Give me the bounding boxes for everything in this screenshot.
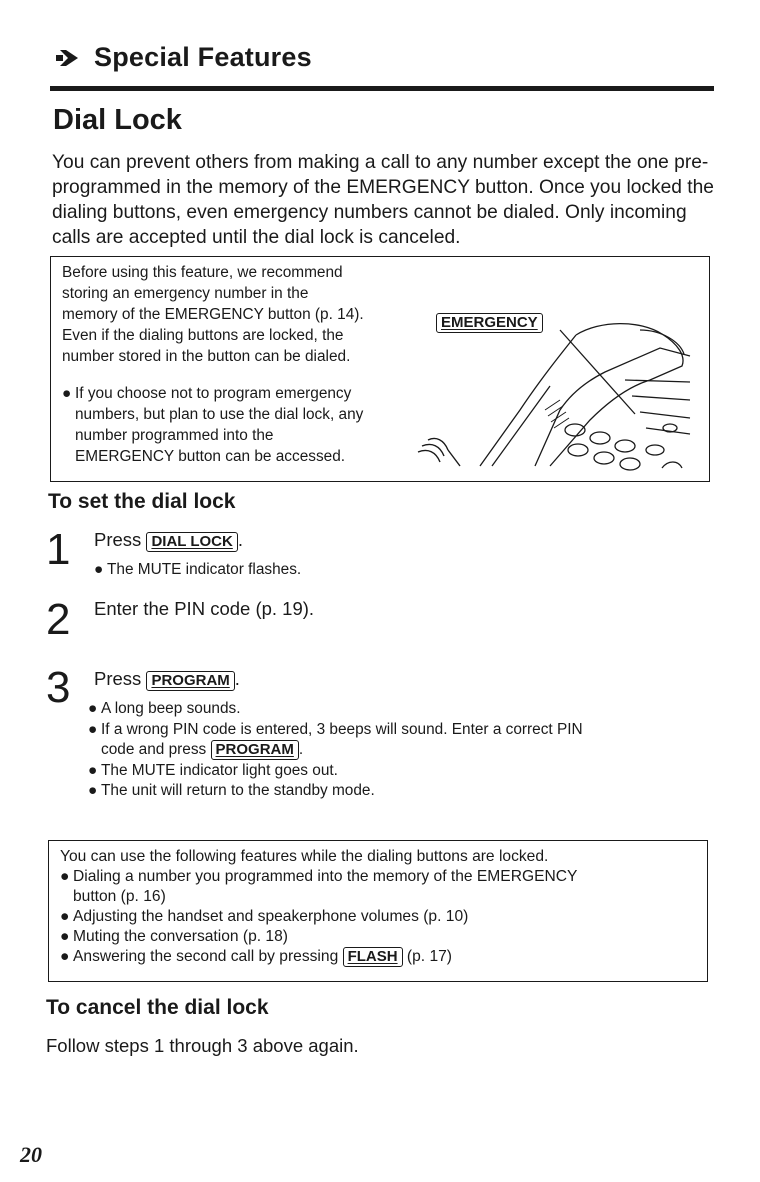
cancel-instructions: Follow steps 1 through 3 above again. (46, 1035, 359, 1056)
flash-key: FLASH (343, 947, 403, 967)
page-title: Dial Lock (53, 104, 182, 136)
program-key: PROGRAM (211, 740, 299, 760)
set-dial-lock-heading: To set the dial lock (48, 490, 236, 513)
section-header (56, 42, 312, 73)
tip-text: Before using this feature, we recommend storing an emergency number in the memory of the EMERGENCY button (p. 14). Even if the dialing buttons are locked, the number stored in the button can be dialed. (62, 264, 364, 365)
step-3-text: Press PROGRAM . (94, 668, 240, 689)
step-number: 2 (46, 595, 71, 644)
intro-paragraph: You can prevent others from making a call to any number except the one pre-programmed in the memory of the EMERGENCY button. Once you locked the dialing buttons, even emergency numbers cannot be dialed. Only incoming calls are accepted until the dial lock is canceled. (52, 152, 714, 248)
arrow-right-icon (56, 45, 82, 71)
cancel-dial-lock-heading: To cancel the dial lock (46, 996, 269, 1019)
step-1-text: Press DIAL LOCK . (94, 529, 243, 550)
dial-lock-key: DIAL LOCK (146, 532, 237, 552)
header-rule (50, 86, 714, 91)
step-2-text: Enter the PIN code (p. 19). (94, 598, 315, 619)
note-content: You can use the following features while the dialing buttons are locked. ● Dialing a number you programmed into the memory of the EMERGENCY button (p. 16) ● Adjusting the handset and speakerphone volumes (p. 10) ● Muting the conversation (p. 18) ● Answering the second call by pressing FLASH (p. 17) (60, 848, 578, 965)
step-number: 1 (46, 525, 71, 574)
step-1-bullets: ● The MUTE indicator flashes. (94, 561, 302, 578)
tip-bullet: ● If you choose not to program emergency numbers, but plan to use the dial lock, any number programmed into the EMERGENCY button can be accessed. (62, 385, 364, 465)
bullet-icon: ● (62, 385, 72, 402)
step-3-bullets: ● A long beep sounds. ● If a wrong PIN code is entered, 3 beeps will sound. Enter a correct PIN code and press PROGRAM . ● The MUTE indicator light goes out. ● The unit will return to the standby mode. (88, 700, 583, 799)
step-number: 3 (46, 663, 71, 712)
emergency-button-label: EMERGENCY (436, 313, 543, 333)
section-title: Special Features (94, 42, 312, 72)
program-key: PROGRAM (146, 671, 234, 691)
page-number: 20 (20, 1142, 42, 1167)
